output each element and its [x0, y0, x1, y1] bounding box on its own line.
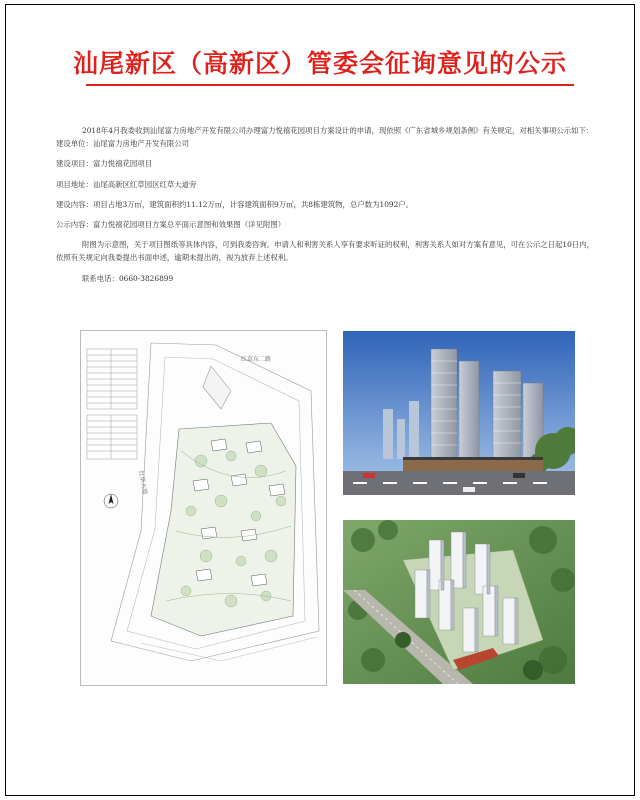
plan-road-label-left: 红草大道 [137, 470, 149, 495]
address-line: 项目地址：汕尾高新区红草园区红草大道旁 [56, 179, 197, 189]
title-underline [86, 84, 574, 86]
plan-data-table [87, 349, 137, 459]
site-plan-svg [81, 331, 327, 686]
remark-line-2: 依照有关规定向我委提出书面申述，逾期未提出的，视为放弃上述权利。 [56, 253, 293, 263]
street-rendering-image [343, 331, 575, 495]
project-line: 建设项目：富力悦禧花园项目 [56, 159, 153, 169]
site-plan-drawing [80, 330, 327, 686]
north-arrow-icon [104, 494, 118, 508]
remark-line-1: 附图为示意图，关于项目图纸等具体内容，可到我委咨询。申请人和利害关系人享有要求听证的权利，利害关系人如对方案有意见，可在公示之日起10日内， [82, 240, 594, 250]
aerial-rendering-image [343, 520, 575, 684]
page-title: 汕尾新区（高新区）管委会征询意见的公示 [72, 49, 567, 78]
content-line: 建设内容：项目占地3万㎡，建筑面积约11.12万㎡，计容建筑面积9万㎡，共8栋建筑物，总户数为1092户。 [56, 199, 414, 209]
plan-parcel [151, 423, 296, 636]
builder-line: 建设单位：汕尾富力房地产开发有限公司 [56, 139, 190, 149]
contact-line: 联系电话：0660-3826899 [82, 273, 174, 283]
notice-line: 公示内容：富力悦禧花园项目方案总平面示意图和效果图（详见附图） [56, 220, 286, 230]
street-rendering-svg [343, 331, 575, 495]
intro-paragraph: 2018年4月我委收到汕尾富力房地产开发有限公司办理富力悦禧花园项目方案设计的申请，现依照《广东省城乡规划条例》有关规定，对相关事项公示如下： [82, 126, 594, 135]
plan-road-label-top: 红草东二路 [241, 356, 272, 363]
aerial-rendering-svg [343, 520, 575, 684]
notice-body [56, 124, 601, 285]
